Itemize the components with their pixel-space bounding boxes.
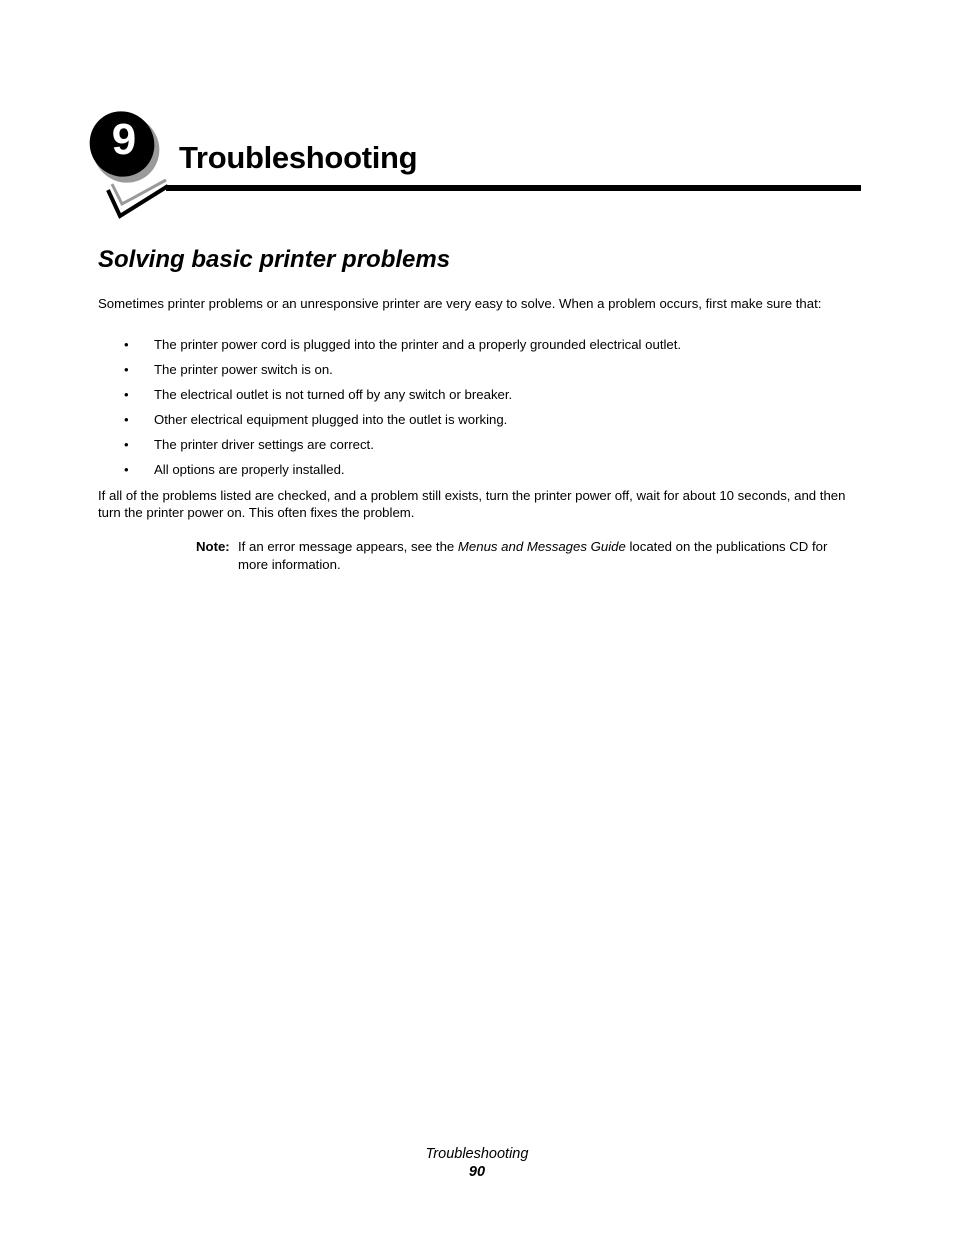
note-text-after: located on the publications CD for more information. [238, 539, 828, 572]
section-heading: Solving basic printer problems [98, 246, 451, 273]
list-item [98, 436, 858, 461]
page-number: 90 [468, 1164, 486, 1180]
list-item [98, 336, 858, 361]
list-item-text: Other electrical equipment plugged into the outlet is working. [154, 412, 508, 427]
note-label: Note: [196, 539, 230, 554]
list-item [98, 461, 858, 486]
list-item-text: The printer power switch is on. [154, 362, 333, 377]
chapter-number: 9 [111, 115, 137, 164]
bullet-icon: • [124, 387, 129, 402]
bullet-icon: • [124, 337, 129, 352]
list-item-text: The printer driver settings are correct. [154, 437, 374, 452]
outro-paragraph: If all of the problems listed are checked, and a problem still exists, turn the printer power off, wait for about 10 seconds, and then turn the printer power on. This often fixes the problem. [98, 488, 846, 520]
bullet-icon: • [124, 362, 129, 377]
list-item [98, 361, 858, 386]
list-item-text: The printer power cord is plugged into the printer and a properly grounded electrical outlet. [154, 337, 682, 352]
bullet-icon: • [124, 412, 129, 427]
page-footer [0, 1145, 954, 1181]
footer-title: Troubleshooting [425, 1146, 529, 1162]
list-item [98, 386, 858, 411]
title-rule [166, 185, 861, 191]
note-text-before: If an error message appears, see the [238, 539, 458, 554]
note-body [238, 538, 860, 574]
list-item [98, 411, 858, 436]
list-item-text: All options are properly installed. [154, 462, 345, 477]
chapter-title: Troubleshooting [179, 140, 418, 175]
bullet-icon: • [124, 462, 129, 477]
list-item-text: The electrical outlet is not turned off by any switch or breaker. [154, 387, 513, 402]
bullet-icon: • [124, 437, 129, 452]
guide-title-emphasis: Menus and Messages Guide [457, 539, 626, 554]
intro-paragraph: Sometimes printer problems or an unresponsive printer are very easy to solve. When a problem occurs, first make sure that: [98, 296, 822, 311]
checklist [98, 336, 858, 486]
